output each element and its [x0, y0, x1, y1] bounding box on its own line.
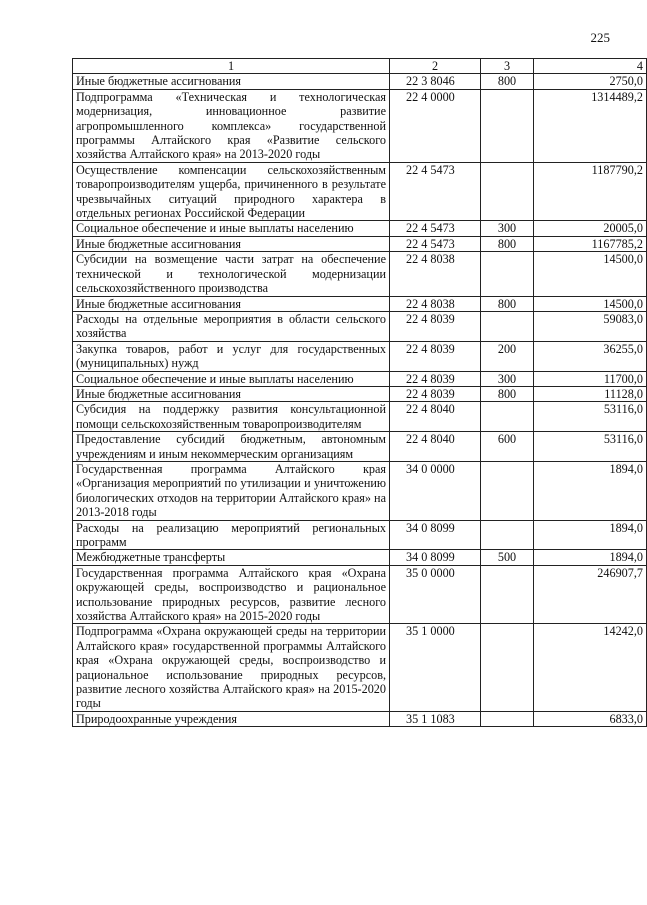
row-type [481, 89, 534, 162]
row-code: 22 4 8040 [390, 432, 481, 462]
row-amount: 1894,0 [534, 520, 647, 550]
row-amount: 14500,0 [534, 296, 647, 311]
table-row [73, 341, 647, 371]
row-name: Иные бюджетные ассигнования [73, 386, 390, 401]
table-row [73, 236, 647, 251]
row-code: 22 4 8039 [390, 311, 481, 341]
table-row [73, 520, 647, 550]
row-type [481, 162, 534, 221]
row-name: Субсидия на поддержку развития консультационной помощи сельскохозяйственным товаропроизводителям [73, 402, 390, 432]
column-header-3: 3 [481, 59, 534, 74]
row-amount: 14242,0 [534, 624, 647, 711]
row-name: Закупка товаров, работ и услуг для государственных (муниципальных) нужд [73, 341, 390, 371]
row-type: 200 [481, 341, 534, 371]
row-code: 34 0 8099 [390, 520, 481, 550]
row-amount: 36255,0 [534, 341, 647, 371]
table-row [73, 550, 647, 565]
row-name: Иные бюджетные ассигнования [73, 236, 390, 251]
row-name: Иные бюджетные ассигнования [73, 296, 390, 311]
row-name: Подпрограмма «Техническая и технологическая модернизация, инновационное развитие агропромышленного комплекса» государственной программы Алтайского края «Развитие сельского хозяйства Алтайского края» на 2013-2020 годы [73, 89, 390, 162]
row-type [481, 402, 534, 432]
table-row [73, 386, 647, 401]
column-header-4: 4 [534, 59, 647, 74]
row-name: Иные бюджетные ассигнования [73, 74, 390, 89]
table-row [73, 711, 647, 726]
row-code: 22 4 5473 [390, 162, 481, 221]
table-row [73, 624, 647, 711]
row-type [481, 711, 534, 726]
row-amount: 1187790,2 [534, 162, 647, 221]
row-amount: 1894,0 [534, 461, 647, 520]
row-code: 22 4 8038 [390, 252, 481, 296]
table-row [73, 432, 647, 462]
row-code: 22 4 8040 [390, 402, 481, 432]
page-number: 225 [590, 30, 610, 45]
row-code: 22 4 8039 [390, 341, 481, 371]
row-type [481, 565, 534, 624]
row-type [481, 624, 534, 711]
row-code: 22 4 8039 [390, 386, 481, 401]
row-code: 22 4 8038 [390, 296, 481, 311]
row-name: Предоставление субсидий бюджетным, автономным учреждениям и иным некоммерческим организациям [73, 432, 390, 462]
header-row [73, 59, 647, 74]
row-code: 22 4 0000 [390, 89, 481, 162]
row-type [481, 311, 534, 341]
row-amount: 6833,0 [534, 711, 647, 726]
row-name: Природоохранные учреждения [73, 711, 390, 726]
row-name: Осуществление компенсации сельскохозяйственным товаропроизводителям ущерба, причиненного в результате чрезвычайных ситуаций природного характера в отдельных регионах Российской Федерации [73, 162, 390, 221]
table-row [73, 402, 647, 432]
row-name: Межбюджетные трансферты [73, 550, 390, 565]
row-type: 800 [481, 386, 534, 401]
row-name: Подпрограмма «Охрана окружающей среды на территории Алтайского края» государственной программы Алтайского края «Охрана окружающей среды, воспроизводство и рациональное использование природных ресурсов, развитие лесного хозяйства Алтайского края» на 2015-2020 годы [73, 624, 390, 711]
row-amount: 20005,0 [534, 221, 647, 236]
row-amount: 2750,0 [534, 74, 647, 89]
column-header-2: 2 [390, 59, 481, 74]
table-row [73, 162, 647, 221]
row-code: 22 4 5473 [390, 221, 481, 236]
row-amount: 53116,0 [534, 402, 647, 432]
row-type [481, 252, 534, 296]
row-amount: 11128,0 [534, 386, 647, 401]
row-code: 34 0 0000 [390, 461, 481, 520]
row-name: Расходы на отдельные мероприятия в области сельского хозяйства [73, 311, 390, 341]
row-name: Государственная программа Алтайского края «Организация мероприятий по утилизации и уничтожению биологических отходов на территории Алтайского края» на 2013-2018 годы [73, 461, 390, 520]
row-name: Государственная программа Алтайского края «Охрана окружающей среды, воспроизводство и рациональное использование природных ресурсов, развитие лесного хозяйства Алтайского края» на 2015-2020 годы [73, 565, 390, 624]
table-row [73, 221, 647, 236]
row-type: 800 [481, 74, 534, 89]
row-name: Социальное обеспечение и иные выплаты населению [73, 221, 390, 236]
row-type [481, 520, 534, 550]
table-row [73, 311, 647, 341]
row-amount: 14500,0 [534, 252, 647, 296]
table-row [73, 371, 647, 386]
row-code: 22 4 8039 [390, 371, 481, 386]
row-amount: 53116,0 [534, 432, 647, 462]
row-code: 22 3 8046 [390, 74, 481, 89]
table-row [73, 89, 647, 162]
row-amount: 1894,0 [534, 550, 647, 565]
row-amount: 1167785,2 [534, 236, 647, 251]
row-type: 600 [481, 432, 534, 462]
row-amount: 11700,0 [534, 371, 647, 386]
row-amount: 1314489,2 [534, 89, 647, 162]
row-name: Расходы на реализацию мероприятий региональных программ [73, 520, 390, 550]
table-row [73, 252, 647, 296]
row-type: 800 [481, 236, 534, 251]
row-type: 800 [481, 296, 534, 311]
table-row [73, 461, 647, 520]
row-amount: 246907,7 [534, 565, 647, 624]
row-type: 500 [481, 550, 534, 565]
row-code: 35 1 0000 [390, 624, 481, 711]
row-name: Субсидии на возмещение части затрат на обеспечение технической и технологической модернизации сельскохозяйственного производства [73, 252, 390, 296]
row-type [481, 461, 534, 520]
budget-table [72, 58, 647, 727]
table-row [73, 74, 647, 89]
column-header-1: 1 [73, 59, 390, 74]
row-type: 300 [481, 371, 534, 386]
table-row [73, 565, 647, 624]
row-amount: 59083,0 [534, 311, 647, 341]
row-type: 300 [481, 221, 534, 236]
table-body [73, 74, 647, 727]
row-name: Социальное обеспечение и иные выплаты населению [73, 371, 390, 386]
row-code: 22 4 5473 [390, 236, 481, 251]
row-code: 35 1 1083 [390, 711, 481, 726]
row-code: 34 0 8099 [390, 550, 481, 565]
row-code: 35 0 0000 [390, 565, 481, 624]
table-row [73, 296, 647, 311]
